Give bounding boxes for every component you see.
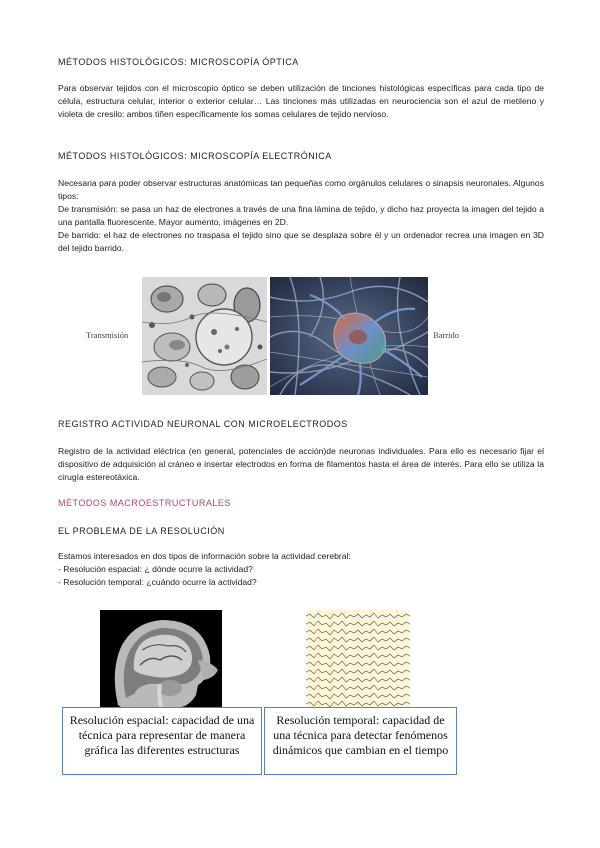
heading-microscopia-electronica: MÉTODOS HISTOLÓGICOS: MICROSCOPÍA ELECTRÓNICA [58, 151, 332, 161]
sem-micrograph-image [270, 277, 428, 395]
eeg-recording-image [306, 610, 410, 710]
list-item-resolucion-temporal: - Resolución temporal: ¿cuándo ocurre la actividad? [58, 577, 257, 587]
paragraph-microscopia-electronica [58, 177, 544, 255]
paragraph-problema-resolucion [58, 550, 544, 589]
heading-problema-resolucion: EL PROBLEMA DE LA RESOLUCIÓN [58, 526, 225, 536]
text-resolucion-intro: Estamos interesados en dos tipos de información sobre la actividad cerebral: [58, 551, 351, 561]
paragraph-registro-actividad [58, 445, 544, 484]
caption-resolucion-temporal: Resolución temporal: capacidad de una técnica para detectar fenómenos dinámicos que cambian en el tiempo [264, 707, 457, 775]
label-transmision: Transmisión [86, 330, 129, 340]
text-electronica-barrido: De barrido: el haz de electrones no traspasa el tejido sino que se desplaza sobre él y un ordenador recrea una imagen en 3D del tejido barrido. [58, 230, 544, 253]
text-electronica-intro: Necesaria para poder observar estructuras anatómicas tan pequeñas como orgánulos celulares o sinapsis neuronales. Algunos tipos: [58, 178, 544, 201]
text-electronica-transmision: De transmisión: se pasa un haz de electrones a través de una fina lámina de tejido, y dicho haz proyecta la imagen del tejido a una pantalla fluorescente. Mayor aumento, imágenes en 2D. [58, 204, 544, 227]
list-item-resolucion-espacial: - Resolución espacial: ¿ dónde ocurre la actividad? [58, 564, 253, 574]
heading-registro-actividad: REGISTRO ACTIVIDAD NEURONAL CON MICROELECTRODOS [58, 419, 348, 429]
tem-micrograph-image [142, 277, 267, 395]
mri-brain-sagittal-image [100, 610, 222, 710]
heading-microscopia-optica: MÉTODOS HISTOLÓGICOS: MICROSCOPÍA ÓPTICA [58, 57, 299, 67]
text-registro-actividad: Registro de la actividad eléctrica (en general, potenciales de acción)de neuronas individuales. Para ello es necesario fijar el dispositivo de adquisición al cráneo e insertar electrodos en forma de filamentos hasta el área de interés. Para ello se utiliza la cirugía estereotáxica. [58, 446, 544, 482]
caption-resolucion-espacial: Resolución espacial: capacidad de una técnica para representar de manera gráfica las diferentes estructuras [62, 707, 262, 775]
paragraph-microscopia-optica [58, 82, 544, 121]
text-microscopia-optica: Para observar tejidos con el microscopio óptico se deben utilización de tinciones histológicas específicas para cada tipo de célula, estructura celular, interior o exterior celular… Las tinciones más utilizadas en neurociencia son el azul de metileno y violeta de cresilo: ambos tiñen específicamente los somas celulares de tejido nervioso. [58, 83, 544, 119]
heading-metodos-macroestructurales: MÉTODOS MACROESTRUCTURALES [58, 498, 231, 508]
label-barrido: Barrido [433, 330, 459, 340]
